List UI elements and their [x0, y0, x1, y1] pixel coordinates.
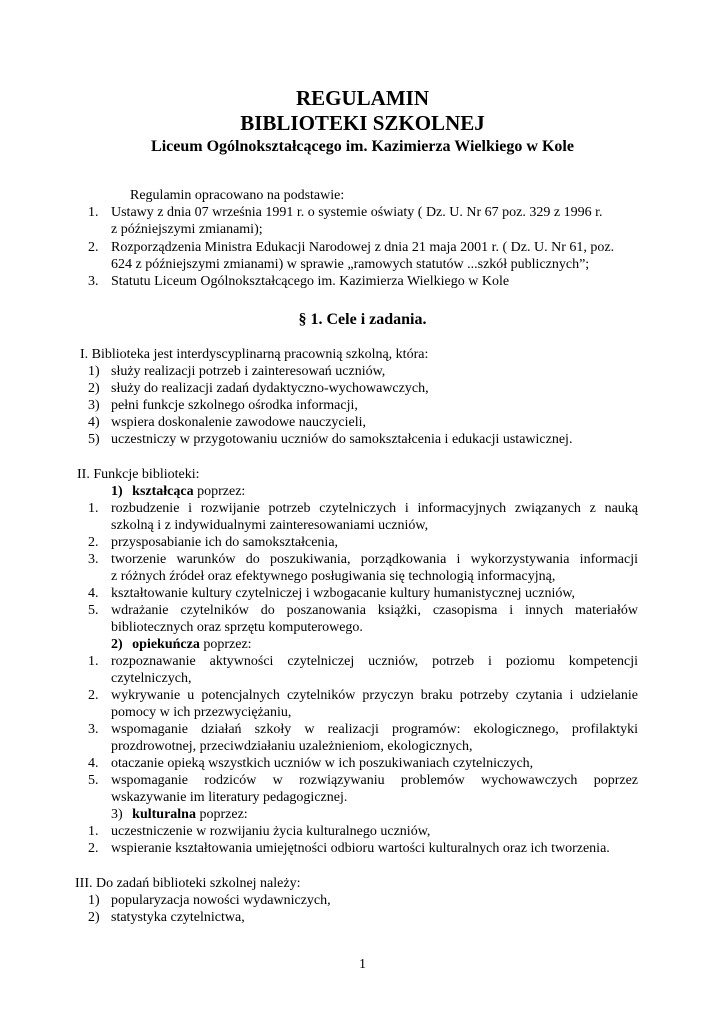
part1-item-number: 5) — [88, 432, 100, 447]
page-number: 1 — [359, 957, 366, 972]
function-item-number: 2. — [88, 535, 99, 550]
function-number: 2) — [111, 637, 123, 652]
function-item-number: 1. — [88, 824, 99, 839]
basis-item-text: Rozporządzenia Ministra Edukacji Narodowej z dnia 21 maja 2001 r. ( Dz. U. Nr 61, poz. — [111, 240, 615, 255]
function-heading-cultural — [111, 807, 248, 823]
part3-item-text: popularyzacja nowości wydawniczych, — [111, 893, 331, 908]
function-item-text: otaczanie opieką wszystkich uczniów w ich poszukiwaniach czytelniczych, — [111, 756, 534, 771]
function-item-text-continued: wskazywanie im literatury pedagogicznej. — [111, 790, 348, 805]
function-number: 3) — [111, 807, 123, 822]
part1-item-text: pełni funkcje szkolnego ośrodka informacji, — [111, 398, 358, 413]
function-item-number: 5. — [88, 773, 99, 788]
function-item-text: kształtowanie kultury czytelniczej i wzbogacanie kultury humanistycznej uczniów, — [111, 586, 576, 601]
function-item-text: wspomaganie działań szkoły w realizacji programów: ekologicznego, profilaktyki — [111, 722, 638, 737]
function-item-number: 4. — [88, 586, 99, 601]
function-suffix: poprzez: — [195, 807, 248, 822]
function-item-text-continued: szkolną i z indywidualnymi zainteresowaniami uczniów, — [111, 518, 429, 533]
function-suffix: poprzez: — [193, 484, 246, 499]
function-item-text: wdrażanie czytelników do poszanowania książki, czasopisma i innych materiałów — [111, 603, 638, 618]
part3-item-number: 1) — [88, 893, 100, 908]
function-suffix: poprzez: — [199, 637, 252, 652]
basis-item-text-continued: z późniejszymi zmianami); — [111, 222, 263, 237]
basis-item-text: Statutu Liceum Ogólnokształcącego im. Kazimierza Wielkiego w Kole — [111, 274, 510, 289]
part1-item-number: 3) — [88, 398, 100, 413]
part1-item-number: 2) — [88, 381, 100, 396]
basis-item-number: 2. — [88, 240, 99, 255]
part3-heading: III. Do zadań biblioteki szkolnej należy: — [75, 876, 301, 891]
part1-heading: I. Biblioteka jest interdyscyplinarną pracownią szkolną, która: — [80, 347, 429, 362]
function-name: kulturalna — [132, 807, 196, 822]
function-item-text-continued: prozdrowotnej, przeciwdziałaniu uzależnieniom, ekologicznych, — [111, 739, 473, 754]
part1-item-text: służy do realizacji zadań dydaktyczno-wychowawczych, — [111, 381, 429, 396]
function-item-number: 2. — [88, 688, 99, 703]
function-item-text: wspomaganie rodziców w rozwiązywaniu problemów wychowawczych poprzez — [111, 773, 638, 788]
function-item-text-continued: z różnych źródeł oraz efektywnego posługiwania się technologią informacyjną, — [111, 569, 556, 584]
function-item-number: 2. — [88, 841, 99, 856]
function-item-text: rozbudzenie i rozwijanie potrzeb czytelniczych i informacyjnych związanych z nauką — [111, 501, 638, 516]
function-item-number: 5. — [88, 603, 99, 618]
part1-item-text: uczestniczy w przygotowaniu uczniów do samokształcenia i edukacji ustawicznej. — [111, 432, 573, 447]
part3-item-number: 2) — [88, 910, 100, 925]
function-item-text: tworzenie warunków do poszukiwania, porządkowania i wykorzystywania informacji — [111, 552, 638, 567]
part1-item-text: wspiera doskonalenie zawodowe nauczycieli, — [111, 415, 367, 430]
function-heading-educational — [111, 484, 245, 500]
function-name: opiekuńcza — [132, 637, 200, 652]
basis-item-number: 3. — [88, 274, 99, 289]
document-title: REGULAMIN — [295, 86, 429, 110]
function-item-number: 1. — [88, 501, 99, 516]
function-item-number: 3. — [88, 552, 99, 567]
function-item-text: wspieranie kształtowania umiejętności odbioru wartości kulturalnych oraz ich tworzenia. — [111, 841, 610, 856]
document-subtitle: Liceum Ogólnokształcącego im. Kazimierza Wielkiego w Kole — [151, 138, 574, 155]
function-item-text-continued: pomocy w ich przezwyciężaniu, — [111, 705, 292, 720]
function-item-number: 4. — [88, 756, 99, 771]
function-item-number: 1. — [88, 654, 99, 669]
document-title-line2: BIBLIOTEKI SZKOLNEJ — [240, 111, 485, 135]
part1-item-number: 4) — [88, 415, 100, 430]
basis-intro: Regulamin opracowano na podstawie: — [130, 188, 345, 203]
function-item-text: uczestniczenie w rozwijaniu życia kulturalnego uczniów, — [111, 824, 431, 839]
basis-item-text: Ustawy z dnia 07 września 1991 r. o systemie oświaty ( Dz. U. Nr 67 poz. 329 z 1996 r. — [111, 205, 603, 220]
function-item-text: wykrywanie u potencjalnych czytelników przyczyn braku potrzeby czytania i udzielanie — [111, 688, 638, 703]
function-number: 1) — [111, 484, 123, 499]
function-item-text-continued: bibliotecznych oraz sprzętu komputerowego. — [111, 620, 363, 635]
section-heading: § 1. Cele i zadania. — [298, 311, 427, 328]
part3-item-text: statystyka czytelnictwa, — [111, 910, 245, 925]
basis-item-number: 1. — [88, 205, 99, 220]
basis-item-text-continued: 624 z późniejszymi zmianami) w sprawie „ramowych statutów ...szkół publicznych”; — [111, 257, 590, 272]
part1-item-text: służy realizacji potrzeb i zainteresowań uczniów, — [111, 364, 386, 379]
function-heading-caring — [111, 637, 252, 653]
part1-item-number: 1) — [88, 364, 100, 379]
function-item-text: przysposabianie ich do samokształcenia, — [111, 535, 339, 550]
function-item-text-continued: czytelniczych, — [111, 671, 192, 686]
function-item-number: 3. — [88, 722, 99, 737]
function-item-text: rozpoznawanie aktywności czytelniczej uczniów, potrzeb i poziomu kompetencji — [111, 654, 638, 669]
function-name: kształcąca — [132, 484, 194, 499]
part2-heading: II. Funkcje biblioteki: — [77, 467, 200, 482]
